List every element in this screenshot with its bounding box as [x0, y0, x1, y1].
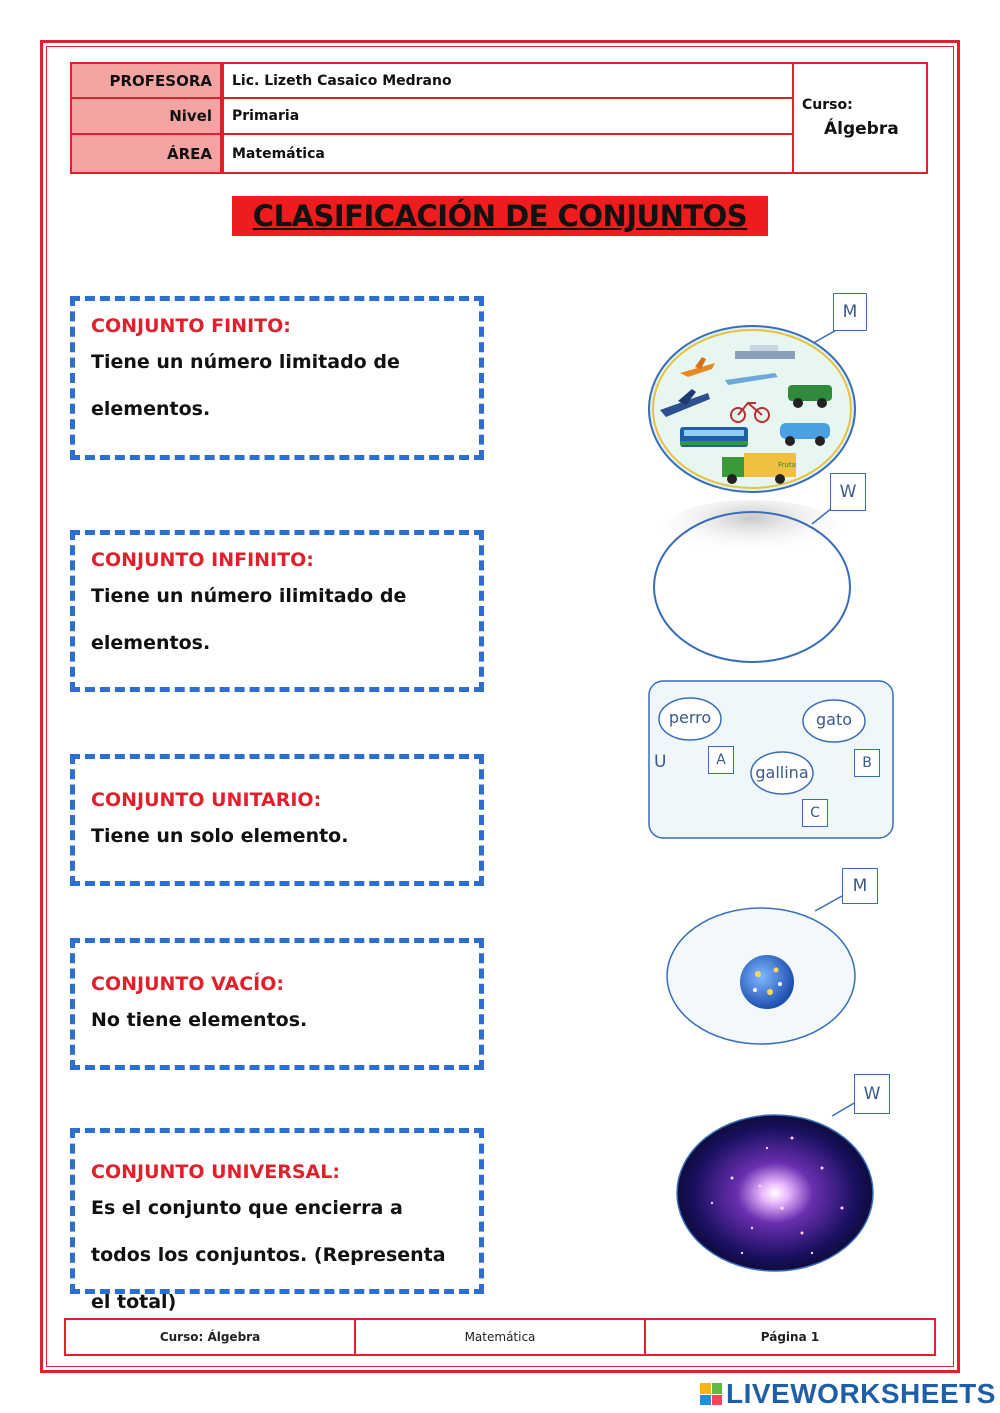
concept-finito [70, 296, 484, 460]
liveworksheets-logo[interactable] [700, 1378, 996, 1410]
ball-icon [740, 955, 794, 1009]
set-tag: C [802, 799, 828, 827]
header-label-area: ÁREA [70, 133, 222, 174]
bus-icon [680, 427, 748, 447]
concept-vacio [70, 938, 484, 1070]
unitary-sets-illustration [648, 680, 894, 840]
header-value-area: Matemática [222, 133, 794, 174]
header-value-profesora: Lic. Lizeth Casaico Medrano [222, 62, 794, 99]
brand-text: LIVEWORKSHEETS [726, 1378, 996, 1409]
set-tag: A [708, 746, 734, 774]
header-curso-cell [792, 62, 928, 174]
fruit-label: Fruta [778, 461, 796, 469]
concept-heading: CONJUNTO INFINITO: [91, 549, 314, 571]
element-word: gato [815, 710, 853, 729]
element-word: gallina [755, 763, 809, 782]
page-title: CLASIFICACIÓN DE CONJUNTOS [232, 196, 768, 236]
set-tag: M [833, 293, 867, 331]
set-tag: B [854, 749, 880, 777]
concept-infinito [70, 530, 484, 692]
concept-heading: CONJUNTO UNITARIO: [91, 789, 322, 811]
curso-label: Curso: [802, 97, 853, 113]
set-tag: M [842, 868, 878, 904]
header-table [70, 62, 928, 174]
concept-heading: CONJUNTO FINITO: [91, 315, 291, 337]
footer-subject: Matemática [356, 1320, 646, 1354]
concept-text: Tiene un número ilimitado de elementos. [91, 585, 407, 654]
header-label-profesora: PROFESORA [70, 62, 222, 99]
concept-universal [70, 1128, 484, 1313]
concept-unitario [70, 754, 484, 886]
universal-set-illustration [672, 1068, 897, 1288]
concept-heading: CONJUNTO VACÍO: [91, 973, 285, 995]
empty-set-illustration [660, 866, 885, 1051]
page-footer [64, 1318, 936, 1356]
concept-text: No tiene elementos. [91, 1009, 308, 1031]
concept-text: Tiene un solo elemento. [91, 825, 349, 847]
concept-heading: CONJUNTO UNIVERSAL: [91, 1161, 340, 1183]
universe-label: U [654, 752, 667, 772]
header-label-nivel: Nivel [70, 97, 222, 135]
concept-text: Tiene un número limitado de elementos. [91, 351, 400, 420]
header-value-nivel: Primaria [222, 97, 794, 135]
finite-set-illustration [640, 285, 880, 500]
element-word: perro [668, 708, 712, 727]
liveworksheets-icon [700, 1383, 722, 1405]
set-tag: W [830, 473, 866, 511]
curso-value: Álgebra [824, 119, 899, 139]
concept-text: Es el conjunto que encierra a todos los conjuntos. (Representa el total) [91, 1197, 446, 1313]
footer-page-number: Página 1 [760, 1330, 820, 1344]
infinite-set-illustration [640, 470, 880, 675]
footer-course: Curso: Álgebra [66, 1320, 356, 1354]
set-tag: W [854, 1074, 890, 1114]
